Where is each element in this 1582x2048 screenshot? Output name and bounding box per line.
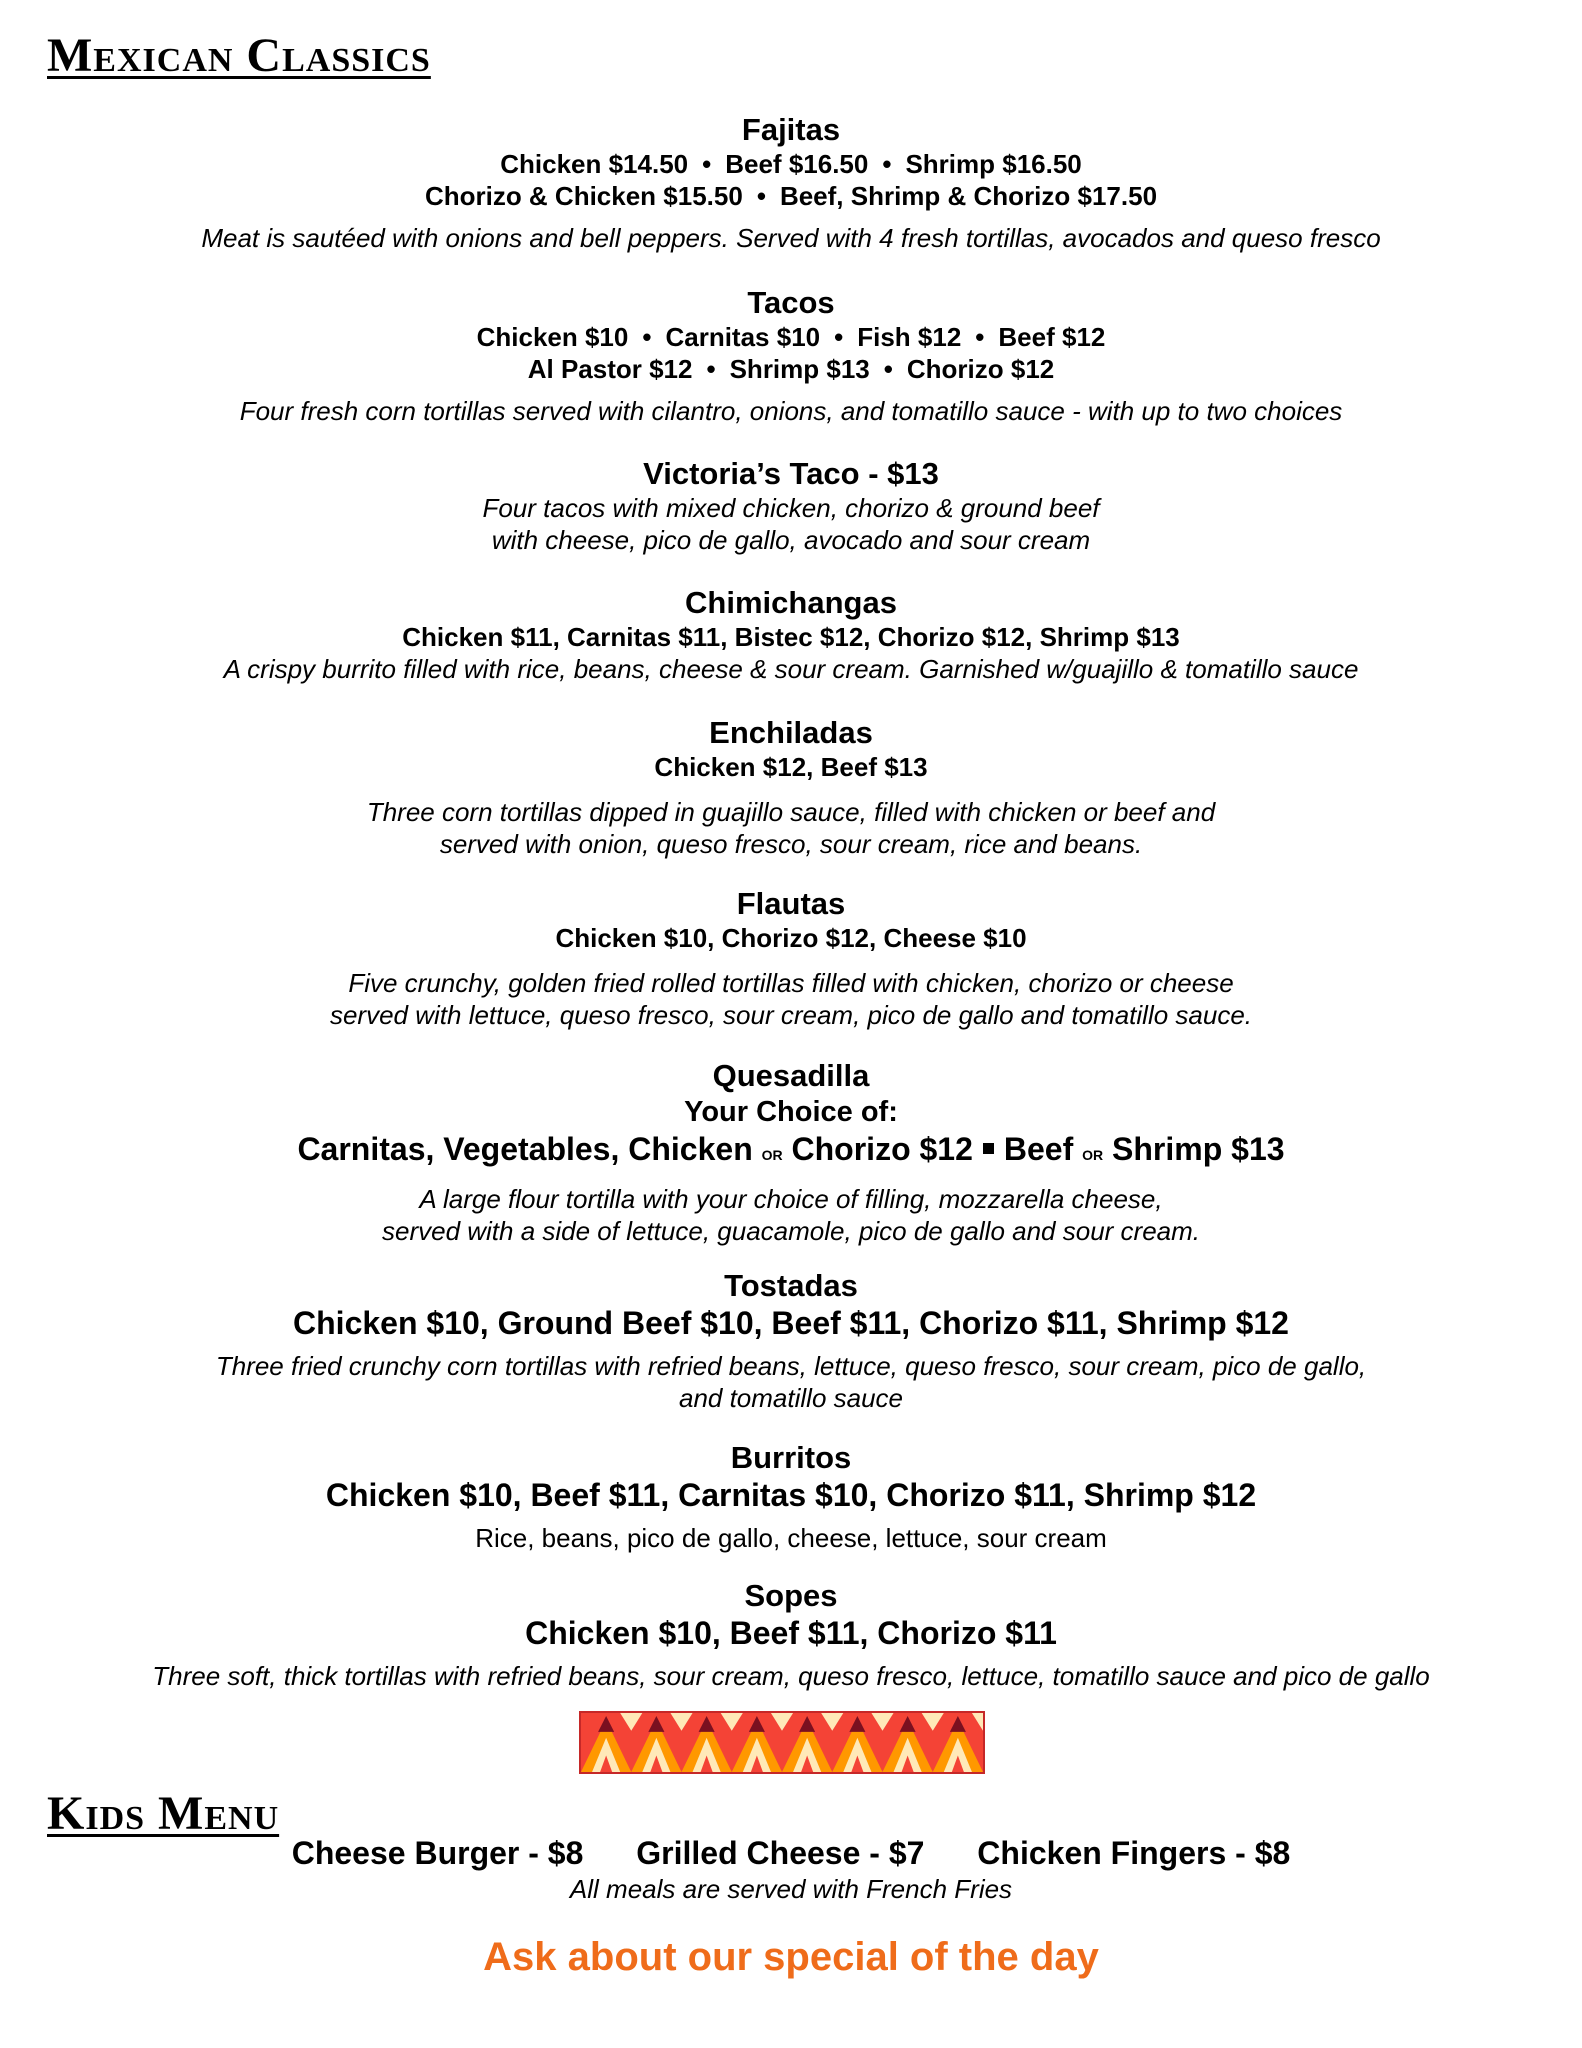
item-description: served with lettuce, queso fresco, sour cream, pico de gallo and tomatillo sauce. <box>329 1000 1253 1030</box>
price: Beef $12 <box>998 322 1106 352</box>
price: Chorizo $12 <box>791 1131 973 1167</box>
item-prices: Chicken $10, Ground Beef $10, Beef $11, Chorizo $11, Shrimp $12 <box>293 1305 1289 1341</box>
item-prices: Chicken $10, Beef $11, Carnitas $10, Chorizo $11, Shrimp $12 <box>325 1477 1257 1513</box>
item-description: A crispy burrito filled with rice, beans, cheese & sour cream. Garnished w/guajillo & tomatillo sauce <box>223 654 1359 684</box>
price: Chicken $10 <box>476 322 629 352</box>
separator-dot-icon: • <box>642 322 652 352</box>
price: Beef <box>1003 1131 1074 1167</box>
separator-dot-icon: • <box>834 322 844 352</box>
kids-item: Cheese Burger - $8 <box>291 1835 584 1871</box>
separator-dot-icon: • <box>706 354 716 384</box>
triangle-pattern-icon <box>581 1713 983 1772</box>
special-of-the-day: Ask about our special of the day <box>483 1935 1099 1979</box>
item-name: Enchiladas <box>709 715 873 750</box>
section-heading-mexican-classics: Mexican Classics <box>47 29 431 82</box>
menu-item-fajitas <box>0 112 1582 254</box>
item-description: Five crunchy, golden fried rolled tortillas filled with chicken, chorizo or cheese <box>348 968 1234 998</box>
or-label: or <box>1082 1143 1104 1165</box>
menu-item-chimichangas <box>0 585 1582 685</box>
menu-item-victorias-taco <box>0 456 1582 556</box>
item-prices <box>0 148 1582 180</box>
item-description: Three soft, thick tortillas with refried beans, sour cream, queso fresco, lettuce, tomatillo sauce and pico de gallo <box>152 1661 1430 1691</box>
choice-label: Your Choice of: <box>684 1096 898 1128</box>
item-description: Three fried crunchy corn tortillas with refried beans, lettuce, queso fresco, sour cream, pico de gallo, <box>215 1351 1367 1381</box>
price: Shrimp $13 <box>729 354 870 384</box>
price: Chicken $14.50 <box>500 149 689 179</box>
price: Beef, Shrimp & Chorizo $17.50 <box>779 181 1158 211</box>
menu-item-burritos <box>0 1440 1582 1554</box>
kids-menu-note: All meals are served with French Fries <box>569 1874 1013 1904</box>
item-prices: Chicken $11, Carnitas $11, Bistec $12, Chorizo $12, Shrimp $13 <box>402 622 1180 652</box>
item-prices <box>0 353 1582 385</box>
item-prices: Chicken $10, Chorizo $12, Cheese $10 <box>555 923 1027 953</box>
menu-item-quesadilla <box>0 1058 1582 1247</box>
section-heading-kids-menu: Kids Menu <box>47 1787 280 1840</box>
price: Chorizo & Chicken $15.50 <box>424 181 743 211</box>
kids-item: Grilled Cheese - $7 <box>636 1835 925 1871</box>
separator-dot-icon: • <box>975 322 985 352</box>
item-prices <box>0 321 1582 353</box>
separator-dot-icon: • <box>882 149 892 179</box>
item-name: Tostadas <box>724 1268 858 1303</box>
or-label: or <box>761 1143 783 1165</box>
item-name: Tacos <box>747 285 835 320</box>
item-prices: Chicken $12, Beef $13 <box>654 752 928 782</box>
menu-item-tacos <box>0 285 1582 427</box>
item-prices <box>0 180 1582 212</box>
item-description: with cheese, pico de gallo, avocado and sour cream <box>491 525 1091 555</box>
kids-menu-items <box>0 1834 1582 1872</box>
price: Al Pastor $12 <box>527 354 693 384</box>
item-description: Four fresh corn tortillas served with cilantro, onions, and tomatillo sauce - with up to two choices <box>239 396 1343 426</box>
item-name: Fajitas <box>741 112 841 147</box>
price: Beef $16.50 <box>725 149 869 179</box>
menu-item-flautas <box>0 886 1582 1031</box>
item-description: A large flour tortilla with your choice of filling, mozzarella cheese, <box>419 1184 1163 1214</box>
price: Chorizo $12 <box>906 354 1055 384</box>
price: Carnitas, Vegetables, Chicken <box>297 1131 753 1167</box>
menu-item-tostadas <box>0 1268 1582 1414</box>
separator-dot-icon: • <box>702 149 712 179</box>
item-name: Burritos <box>730 1440 852 1475</box>
price: Shrimp $13 <box>1112 1131 1285 1167</box>
item-description: Three corn tortillas dipped in guajillo sauce, filled with chicken or beef and <box>366 797 1216 827</box>
item-description: Meat is sautéed with onions and bell peppers. Served with 4 fresh tortillas, avocados and queso fresco <box>201 223 1381 253</box>
kids-item: Chicken Fingers - $8 <box>977 1835 1291 1871</box>
item-description: Four tacos with mixed chicken, chorizo & ground beef <box>482 493 1100 523</box>
menu-item-sopes <box>0 1578 1582 1692</box>
item-name: Victoria’s Taco - $13 <box>643 456 939 491</box>
item-description: served with a side of lettuce, guacamole, pico de gallo and sour cream. <box>381 1216 1200 1246</box>
item-name: Quesadilla <box>712 1058 870 1093</box>
price: Carnitas $10 <box>665 322 821 352</box>
price: Shrimp $16.50 <box>905 149 1082 179</box>
menu-item-enchiladas <box>0 715 1582 860</box>
item-prices: Chicken $10, Beef $11, Chorizo $11 <box>525 1615 1057 1651</box>
item-name: Sopes <box>744 1578 838 1613</box>
separator-square-icon <box>983 1143 994 1154</box>
separator-dot-icon: • <box>756 181 766 211</box>
item-description: served with onion, queso fresco, sour cream, rice and beans. <box>439 829 1143 859</box>
separator-dot-icon: • <box>883 354 893 384</box>
decorative-pattern-banner <box>579 1711 985 1774</box>
item-description: and tomatillo sauce <box>678 1383 904 1413</box>
price: Fish $12 <box>857 322 962 352</box>
item-name: Flautas <box>736 886 846 921</box>
item-description: Rice, beans, pico de gallo, cheese, lettuce, sour cream <box>475 1523 1107 1553</box>
item-name: Chimichangas <box>685 585 897 620</box>
item-prices <box>0 1130 1582 1173</box>
